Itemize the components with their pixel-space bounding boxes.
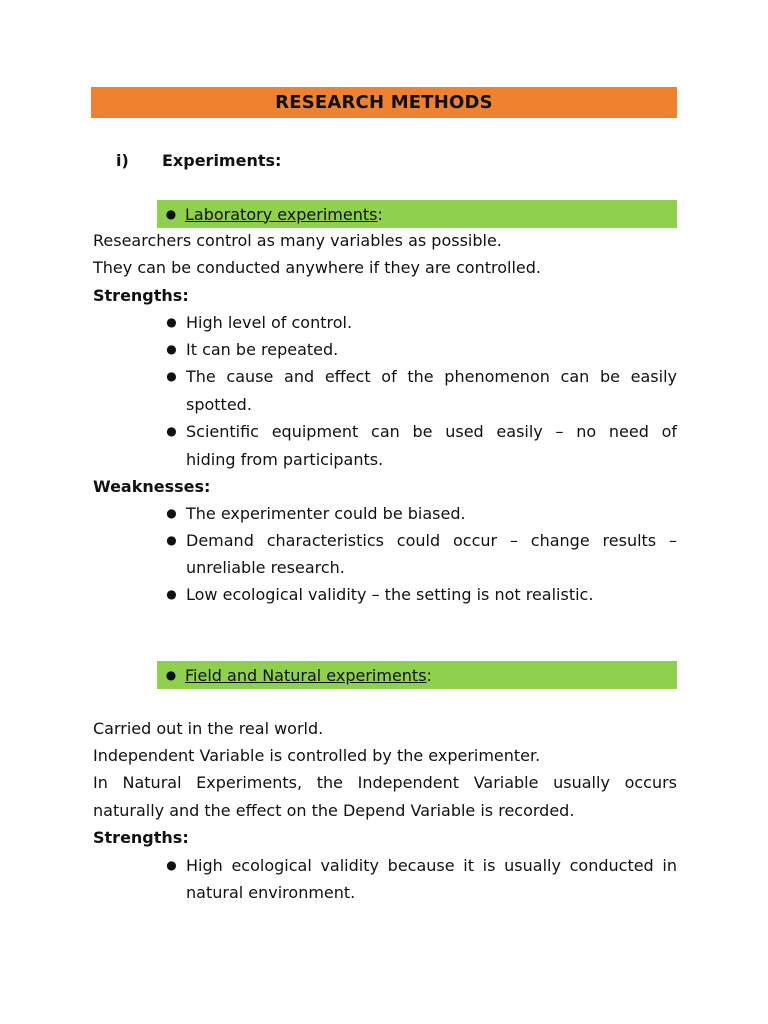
bullet-icon: ● (165, 668, 177, 682)
bullet-icon: ● (166, 858, 177, 872)
list-item (157, 309, 677, 337)
list-item-text: spotted. (186, 395, 252, 414)
list-item-continuation (157, 391, 677, 419)
lab-heading-bar (157, 200, 677, 228)
field-line: naturally and the effect on the Depend Variable is recorded. (93, 801, 575, 820)
list-item (157, 581, 677, 609)
list-item-text: It can be repeated. (186, 340, 339, 359)
bullet-icon: ● (165, 207, 177, 221)
list-item-text: The cause and effect of the phenomenon can be easily (186, 367, 677, 386)
list-item-text: natural environment. (186, 883, 356, 902)
list-item (157, 500, 677, 528)
field-line: Independent Variable is controlled by the experimenter. (93, 746, 541, 765)
lab-weaknesses-label: Weaknesses: (93, 477, 211, 496)
field-strengths-label: Strengths: (93, 828, 189, 847)
bullet-icon: ● (166, 342, 177, 356)
list-item-text: Scientific equipment can be used easily – no need of (186, 422, 677, 441)
list-item-text: High level of control. (186, 313, 353, 332)
lab-heading: Laboratory experiments (185, 204, 378, 224)
bullet-icon: ● (166, 506, 177, 520)
list-item-continuation (157, 446, 677, 474)
bullet-icon: ● (166, 315, 177, 329)
list-item-text: hiding from participants. (186, 450, 384, 469)
list-item-text: The experimenter could be biased. (186, 504, 466, 523)
list-item-text: High ecological validity because it is usually conducted in (186, 856, 677, 875)
list-item (157, 363, 677, 391)
list-item (157, 418, 677, 446)
section-label: Experiments: (162, 150, 282, 170)
field-line: In Natural Experiments, the Independent Variable usually occurs (93, 773, 677, 792)
bullet-icon: ● (166, 369, 177, 383)
page-title: RESEARCH METHODS (275, 92, 493, 113)
bullet-icon: ● (166, 533, 177, 547)
lab-line: Researchers control as many variables as possible. (93, 231, 502, 250)
field-line: Carried out in the real world. (93, 719, 324, 738)
list-item (157, 336, 677, 364)
section-number: i) (116, 150, 129, 170)
list-item-continuation (157, 879, 677, 907)
title-banner (91, 87, 677, 118)
list-item-continuation (157, 554, 677, 582)
list-item-text: Demand characteristics could occur – change results – (186, 531, 677, 550)
lab-strengths-label: Strengths: (93, 286, 189, 305)
list-item-text: Low ecological validity – the setting is not realistic. (186, 585, 594, 604)
field-heading: Field and Natural experiments (185, 665, 427, 685)
field-heading-bar (157, 661, 677, 689)
lab-line: They can be conducted anywhere if they are controlled. (93, 258, 541, 277)
field-heading-suffix: : (426, 665, 432, 685)
bullet-icon: ● (166, 424, 177, 438)
bullet-icon: ● (166, 587, 177, 601)
lab-heading-suffix: : (377, 204, 383, 224)
list-item (157, 527, 677, 555)
section-heading (116, 148, 281, 172)
list-item (157, 852, 677, 880)
list-item-text: unreliable research. (186, 558, 345, 577)
